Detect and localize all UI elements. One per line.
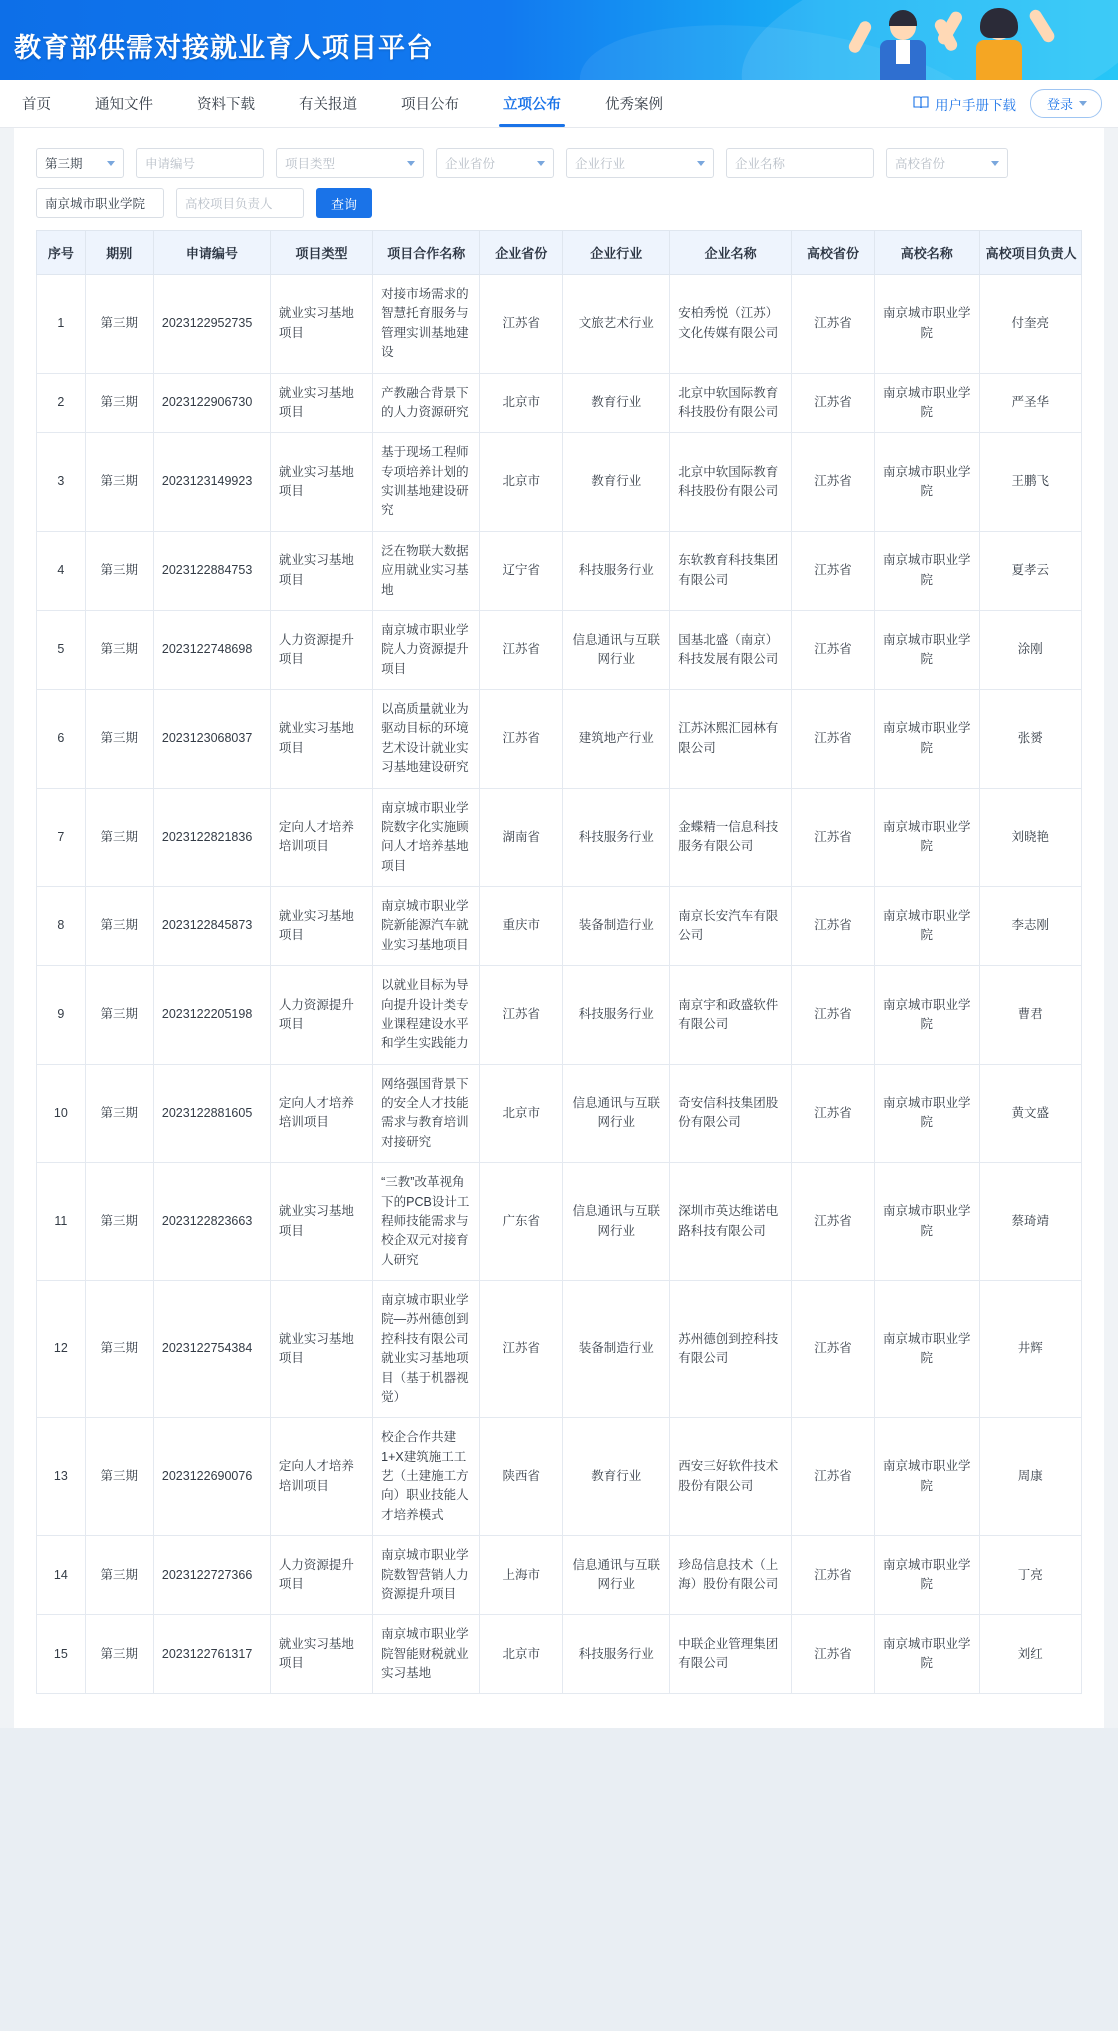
table-row [37, 1281, 1082, 1418]
cell-apply-no: 2023123149923 [153, 433, 270, 532]
filter-school-leader-input[interactable] [176, 188, 304, 218]
cell-project-name: 南京城市职业学院人力资源提升项目 [373, 610, 480, 689]
nav-right-group [913, 80, 1118, 127]
cell-project-type: 就业实习基地项目 [270, 531, 372, 610]
cell-school-province: 江苏省 [792, 690, 875, 789]
cell-company-industry: 教育行业 [563, 433, 670, 532]
cell-company-name: 东软教育科技集团有限公司 [670, 531, 792, 610]
cell-phase: 第三期 [85, 887, 153, 966]
cell-project-name: 南京城市职业学院数字化实施顾问人才培养基地项目 [373, 788, 480, 887]
arm-icon [1027, 8, 1056, 45]
cell-apply-no: 2023122845873 [153, 887, 270, 966]
login-button[interactable] [1030, 89, 1102, 118]
cell-index: 4 [37, 531, 86, 610]
illustration-person-yellow [950, 4, 1046, 80]
col-company-province: 企业省份 [480, 231, 563, 275]
cell-school-leader: 夏孝云 [979, 531, 1081, 610]
user-manual-download-link[interactable] [913, 94, 1016, 114]
nav-item-home[interactable]: 首页 [22, 97, 51, 113]
cell-project-type: 定向人才培养培训项目 [270, 788, 372, 887]
cell-index: 1 [37, 275, 86, 374]
filter-phase-select[interactable] [36, 148, 124, 178]
cell-project-name: 以就业目标为导向提升设计类专业课程建设水平和学生实践能力 [373, 966, 480, 1065]
cell-company-name: 金蝶精一信息科技服务有限公司 [670, 788, 792, 887]
cell-school-province: 江苏省 [792, 1536, 875, 1615]
filter-company-industry-placeholder: 企业行业 [575, 157, 626, 171]
filter-school-name-value: 南京城市职业学院 [45, 197, 146, 211]
cell-project-type: 人力资源提升项目 [270, 966, 372, 1065]
hair-icon [980, 8, 1018, 38]
cell-school-leader: 李志刚 [979, 887, 1081, 966]
cell-company-province: 江苏省 [480, 1281, 563, 1418]
filter-school-name-input[interactable] [36, 188, 164, 218]
cell-company-name: 江苏沐熙汇园林有限公司 [670, 690, 792, 789]
cell-phase: 第三期 [85, 1281, 153, 1418]
cell-school-province: 江苏省 [792, 788, 875, 887]
filter-project-type-placeholder: 项目类型 [285, 157, 336, 171]
table-row [37, 1418, 1082, 1536]
cell-school-name: 南京城市职业学院 [874, 275, 979, 374]
cell-apply-no: 2023122881605 [153, 1064, 270, 1163]
cell-company-name: 奇安信科技集团股份有限公司 [670, 1064, 792, 1163]
cell-company-province: 江苏省 [480, 275, 563, 374]
chevron-down-icon [1079, 101, 1087, 106]
cell-index: 9 [37, 966, 86, 1065]
cell-school-name: 南京城市职业学院 [874, 1536, 979, 1615]
cell-project-name: 南京城市职业学院新能源汽车就业实习基地项目 [373, 887, 480, 966]
cell-company-industry: 信息通讯与互联网行业 [563, 1536, 670, 1615]
table-row [37, 373, 1082, 433]
table-row [37, 966, 1082, 1065]
filter-project-type-select[interactable] [276, 148, 424, 178]
cell-apply-no: 2023122906730 [153, 373, 270, 433]
cell-school-province: 江苏省 [792, 1281, 875, 1418]
cell-apply-no: 2023122748698 [153, 610, 270, 689]
cell-company-name: 西安三好软件技术股份有限公司 [670, 1418, 792, 1536]
cell-apply-no: 2023122754384 [153, 1281, 270, 1418]
cell-school-province: 江苏省 [792, 1418, 875, 1536]
cell-project-type: 就业实习基地项目 [270, 1163, 372, 1281]
cell-company-name: 南京长安汽车有限公司 [670, 887, 792, 966]
cell-project-name: 南京城市职业学院—苏州德创到控科技有限公司就业实习基地项目（基于机器视觉） [373, 1281, 480, 1418]
results-table-wrapper [26, 230, 1092, 1718]
cell-apply-no: 2023123068037 [153, 690, 270, 789]
cell-company-province: 北京市 [480, 1615, 563, 1694]
table-row [37, 1163, 1082, 1281]
cell-project-name: 网络强国背景下的安全人才技能需求与教育培训对接研究 [373, 1064, 480, 1163]
cell-project-type: 就业实习基地项目 [270, 887, 372, 966]
cell-school-leader: 刘晓艳 [979, 788, 1081, 887]
cell-apply-no: 2023122884753 [153, 531, 270, 610]
cell-project-type: 就业实习基地项目 [270, 373, 372, 433]
cell-company-province: 江苏省 [480, 610, 563, 689]
cell-project-type: 定向人才培养培训项目 [270, 1418, 372, 1536]
nav-item-approval-announcement[interactable]: 立项公布 [481, 80, 583, 127]
filter-company-province-select[interactable] [436, 148, 554, 178]
hair-icon [889, 10, 917, 26]
cell-phase: 第三期 [85, 1536, 153, 1615]
filter-company-name-placeholder: 企业名称 [735, 157, 786, 171]
cell-school-name: 南京城市职业学院 [874, 373, 979, 433]
cell-school-name: 南京城市职业学院 [874, 887, 979, 966]
cell-company-name: 中联企业管理集团有限公司 [670, 1615, 792, 1694]
cell-company-province: 江苏省 [480, 966, 563, 1065]
cell-school-name: 南京城市职业学院 [874, 433, 979, 532]
cell-school-name: 南京城市职业学院 [874, 1281, 979, 1418]
cell-school-leader: 周康 [979, 1418, 1081, 1536]
cell-school-name: 南京城市职业学院 [874, 1163, 979, 1281]
table-row [37, 1536, 1082, 1615]
chevron-down-icon [407, 161, 415, 166]
cell-school-leader: 付奎亮 [979, 275, 1081, 374]
table-row [37, 788, 1082, 887]
cell-school-leader: 涂刚 [979, 610, 1081, 689]
cell-school-leader: 井辉 [979, 1281, 1081, 1418]
col-school-province: 高校省份 [792, 231, 875, 275]
cell-project-name: 校企合作共建1+X建筑施工工艺（土建施工方向）职业技能人才培养模式 [373, 1418, 480, 1536]
content-panel [14, 128, 1104, 1728]
cell-apply-no: 2023122821836 [153, 788, 270, 887]
chevron-down-icon [697, 161, 705, 166]
cell-phase: 第三期 [85, 788, 153, 887]
table-row [37, 1064, 1082, 1163]
cell-school-province: 江苏省 [792, 373, 875, 433]
col-phase: 期别 [85, 231, 153, 275]
col-project-name: 项目合作名称 [373, 231, 480, 275]
cell-company-industry: 科技服务行业 [563, 1615, 670, 1694]
filter-company-industry-select[interactable] [566, 148, 714, 178]
col-company-industry: 企业行业 [563, 231, 670, 275]
cell-school-leader: 刘红 [979, 1615, 1081, 1694]
cell-company-name: 南京宇和政盛软件有限公司 [670, 966, 792, 1065]
cell-project-type: 就业实习基地项目 [270, 433, 372, 532]
cell-school-province: 江苏省 [792, 887, 875, 966]
cell-company-industry: 科技服务行业 [563, 531, 670, 610]
cell-phase: 第三期 [85, 690, 153, 789]
cell-school-province: 江苏省 [792, 1615, 875, 1694]
cell-index: 10 [37, 1064, 86, 1163]
filter-school-province-select[interactable] [886, 148, 1008, 178]
table-body [37, 275, 1082, 1694]
shirt-icon [896, 40, 910, 64]
cell-project-type: 人力资源提升项目 [270, 1536, 372, 1615]
cell-apply-no: 2023122727366 [153, 1536, 270, 1615]
table-row [37, 610, 1082, 689]
cell-school-leader: 张赟 [979, 690, 1081, 789]
cell-school-province: 江苏省 [792, 531, 875, 610]
cell-company-industry: 信息通讯与互联网行业 [563, 610, 670, 689]
filter-phase-value: 第三期 [45, 157, 83, 171]
cell-project-name: “三教”改革视角下的PCB设计工程师技能需求与校企双元对接育人研究 [373, 1163, 480, 1281]
col-apply-no: 申请编号 [153, 231, 270, 275]
cell-company-province: 上海市 [480, 1536, 563, 1615]
cell-company-industry: 科技服务行业 [563, 788, 670, 887]
cell-index: 6 [37, 690, 86, 789]
page-title: 教育部供需对接就业育人项目平台 [14, 33, 434, 63]
table-row [37, 531, 1082, 610]
banner-illustration [688, 0, 1118, 80]
cell-school-province: 江苏省 [792, 966, 875, 1065]
cell-school-name: 南京城市职业学院 [874, 1615, 979, 1694]
table-header-row [37, 231, 1082, 275]
cell-index: 15 [37, 1615, 86, 1694]
site-banner [0, 0, 1118, 80]
cell-school-name: 南京城市职业学院 [874, 1418, 979, 1536]
cell-school-leader: 丁亮 [979, 1536, 1081, 1615]
cell-company-name: 国基北盛（南京）科技发展有限公司 [670, 610, 792, 689]
cell-index: 7 [37, 788, 86, 887]
nav-item-excellent-cases[interactable]: 优秀案例 [605, 97, 663, 113]
cell-company-province: 湖南省 [480, 788, 563, 887]
table-row [37, 887, 1082, 966]
cell-index: 11 [37, 1163, 86, 1281]
cell-school-name: 南京城市职业学院 [874, 531, 979, 610]
table-row [37, 690, 1082, 789]
cell-phase: 第三期 [85, 610, 153, 689]
cell-company-name: 北京中软国际教育科技股份有限公司 [670, 433, 792, 532]
book-icon [913, 95, 929, 112]
body-icon [976, 40, 1022, 80]
cell-school-leader: 蔡琦靖 [979, 1163, 1081, 1281]
cell-company-industry: 装备制造行业 [563, 887, 670, 966]
cell-apply-no: 2023122205198 [153, 966, 270, 1065]
cell-company-province: 江苏省 [480, 690, 563, 789]
cell-project-name: 对接市场需求的智慧托育服务与管理实训基地建设 [373, 275, 480, 374]
chevron-down-icon [107, 161, 115, 166]
cell-index: 8 [37, 887, 86, 966]
cell-school-province: 江苏省 [792, 610, 875, 689]
table-row [37, 275, 1082, 374]
cell-company-name: 北京中软国际教育科技股份有限公司 [670, 373, 792, 433]
cell-company-province: 辽宁省 [480, 531, 563, 610]
cell-school-leader: 黄文盛 [979, 1064, 1081, 1163]
col-index: 序号 [37, 231, 86, 275]
col-school-leader: 高校项目负责人 [979, 231, 1081, 275]
cell-project-type: 就业实习基地项目 [270, 1615, 372, 1694]
cell-company-name: 安柏秀悦（江苏）文化传媒有限公司 [670, 275, 792, 374]
cell-company-industry: 科技服务行业 [563, 966, 670, 1065]
cell-index: 13 [37, 1418, 86, 1536]
cell-company-name: 苏州德创到控科技有限公司 [670, 1281, 792, 1418]
table-header [37, 231, 1082, 275]
cell-school-leader: 严圣华 [979, 373, 1081, 433]
cell-school-leader: 王鹏飞 [979, 433, 1081, 532]
cell-company-name: 深圳市英达维诺电路科技有限公司 [670, 1163, 792, 1281]
cell-phase: 第三期 [85, 275, 153, 374]
cell-project-type: 就业实习基地项目 [270, 1281, 372, 1418]
cell-company-province: 陕西省 [480, 1418, 563, 1536]
chevron-down-icon [537, 161, 545, 166]
cell-apply-no: 2023122823663 [153, 1163, 270, 1281]
col-school-name: 高校名称 [874, 231, 979, 275]
search-button[interactable]: 查询 [316, 188, 372, 218]
cell-company-name: 珍岛信息技术（上海）股份有限公司 [670, 1536, 792, 1615]
table-row [37, 433, 1082, 532]
cell-company-province: 重庆市 [480, 887, 563, 966]
cell-phase: 第三期 [85, 966, 153, 1065]
cell-phase: 第三期 [85, 1418, 153, 1536]
cell-company-province: 北京市 [480, 433, 563, 532]
nav-item-notices[interactable]: 通知文件 [95, 97, 153, 113]
cell-school-name: 南京城市职业学院 [874, 690, 979, 789]
cell-phase: 第三期 [85, 373, 153, 433]
filter-apply-no-input[interactable] [136, 148, 264, 178]
cell-project-type: 定向人才培养培训项目 [270, 1064, 372, 1163]
cell-index: 14 [37, 1536, 86, 1615]
cell-project-type: 就业实习基地项目 [270, 690, 372, 789]
cell-project-name: 泛在物联大数据应用就业实习基地 [373, 531, 480, 610]
results-table [36, 230, 1082, 1694]
cell-project-type: 就业实习基地项目 [270, 275, 372, 374]
illustration-person-blue [858, 8, 948, 80]
filter-apply-no-placeholder: 申请编号 [145, 157, 196, 171]
nav-item-downloads[interactable]: 资料下载 [197, 97, 255, 113]
cell-apply-no: 2023122761317 [153, 1615, 270, 1694]
cell-company-industry: 信息通讯与互联网行业 [563, 1064, 670, 1163]
cell-company-industry: 装备制造行业 [563, 1281, 670, 1418]
cell-school-province: 江苏省 [792, 275, 875, 374]
cell-company-province: 广东省 [480, 1163, 563, 1281]
table-row [37, 1615, 1082, 1694]
cell-company-industry: 教育行业 [563, 373, 670, 433]
cell-apply-no: 2023122952735 [153, 275, 270, 374]
filter-school-leader-placeholder: 高校项目负责人 [185, 197, 273, 211]
cell-project-name: 基于现场工程师专项培养计划的实训基地建设研究 [373, 433, 480, 532]
cell-project-name: 以高质量就业为驱动目标的环境艺术设计就业实习基地建设研究 [373, 690, 480, 789]
cell-index: 5 [37, 610, 86, 689]
nav-item-reports[interactable]: 有关报道 [299, 97, 357, 113]
main-navigation [0, 80, 1118, 128]
chevron-down-icon [991, 161, 999, 166]
cell-school-name: 南京城市职业学院 [874, 1064, 979, 1163]
cell-school-province: 江苏省 [792, 1064, 875, 1163]
cell-company-industry: 建筑地产行业 [563, 690, 670, 789]
cell-company-industry: 文旅艺术行业 [563, 275, 670, 374]
filter-school-province-placeholder: 高校省份 [895, 157, 946, 171]
cell-index: 2 [37, 373, 86, 433]
nav-item-project-announcement[interactable]: 项目公布 [401, 97, 459, 113]
cell-school-province: 江苏省 [792, 1163, 875, 1281]
cell-project-type: 人力资源提升项目 [270, 610, 372, 689]
cell-project-name: 南京城市职业学院数智营销人力资源提升项目 [373, 1536, 480, 1615]
filter-bar [26, 142, 1092, 230]
cell-school-leader: 曹君 [979, 966, 1081, 1065]
cell-company-industry: 教育行业 [563, 1418, 670, 1536]
cell-company-industry: 信息通讯与互联网行业 [563, 1163, 670, 1281]
cell-phase: 第三期 [85, 1163, 153, 1281]
cell-school-name: 南京城市职业学院 [874, 788, 979, 887]
cell-school-province: 江苏省 [792, 433, 875, 532]
col-project-type: 项目类型 [270, 231, 372, 275]
cell-phase: 第三期 [85, 531, 153, 610]
cell-company-province: 北京市 [480, 1064, 563, 1163]
col-company-name: 企业名称 [670, 231, 792, 275]
login-label: 登录 [1046, 97, 1073, 112]
filter-company-province-placeholder: 企业省份 [445, 157, 496, 171]
filter-company-name-input[interactable] [726, 148, 874, 178]
arm-icon [847, 19, 874, 55]
cell-apply-no: 2023122690076 [153, 1418, 270, 1536]
cell-index: 3 [37, 433, 86, 532]
cell-index: 12 [37, 1281, 86, 1418]
cell-school-name: 南京城市职业学院 [874, 966, 979, 1065]
cell-phase: 第三期 [85, 1064, 153, 1163]
cell-phase: 第三期 [85, 1615, 153, 1694]
cell-school-name: 南京城市职业学院 [874, 610, 979, 689]
cell-phase: 第三期 [85, 433, 153, 532]
cell-project-name: 产教融合背景下的人力资源研究 [373, 373, 480, 433]
user-manual-label: 用户手册下载 [934, 97, 1016, 113]
cell-company-province: 北京市 [480, 373, 563, 433]
cell-project-name: 南京城市职业学院智能财税就业实习基地 [373, 1615, 480, 1694]
